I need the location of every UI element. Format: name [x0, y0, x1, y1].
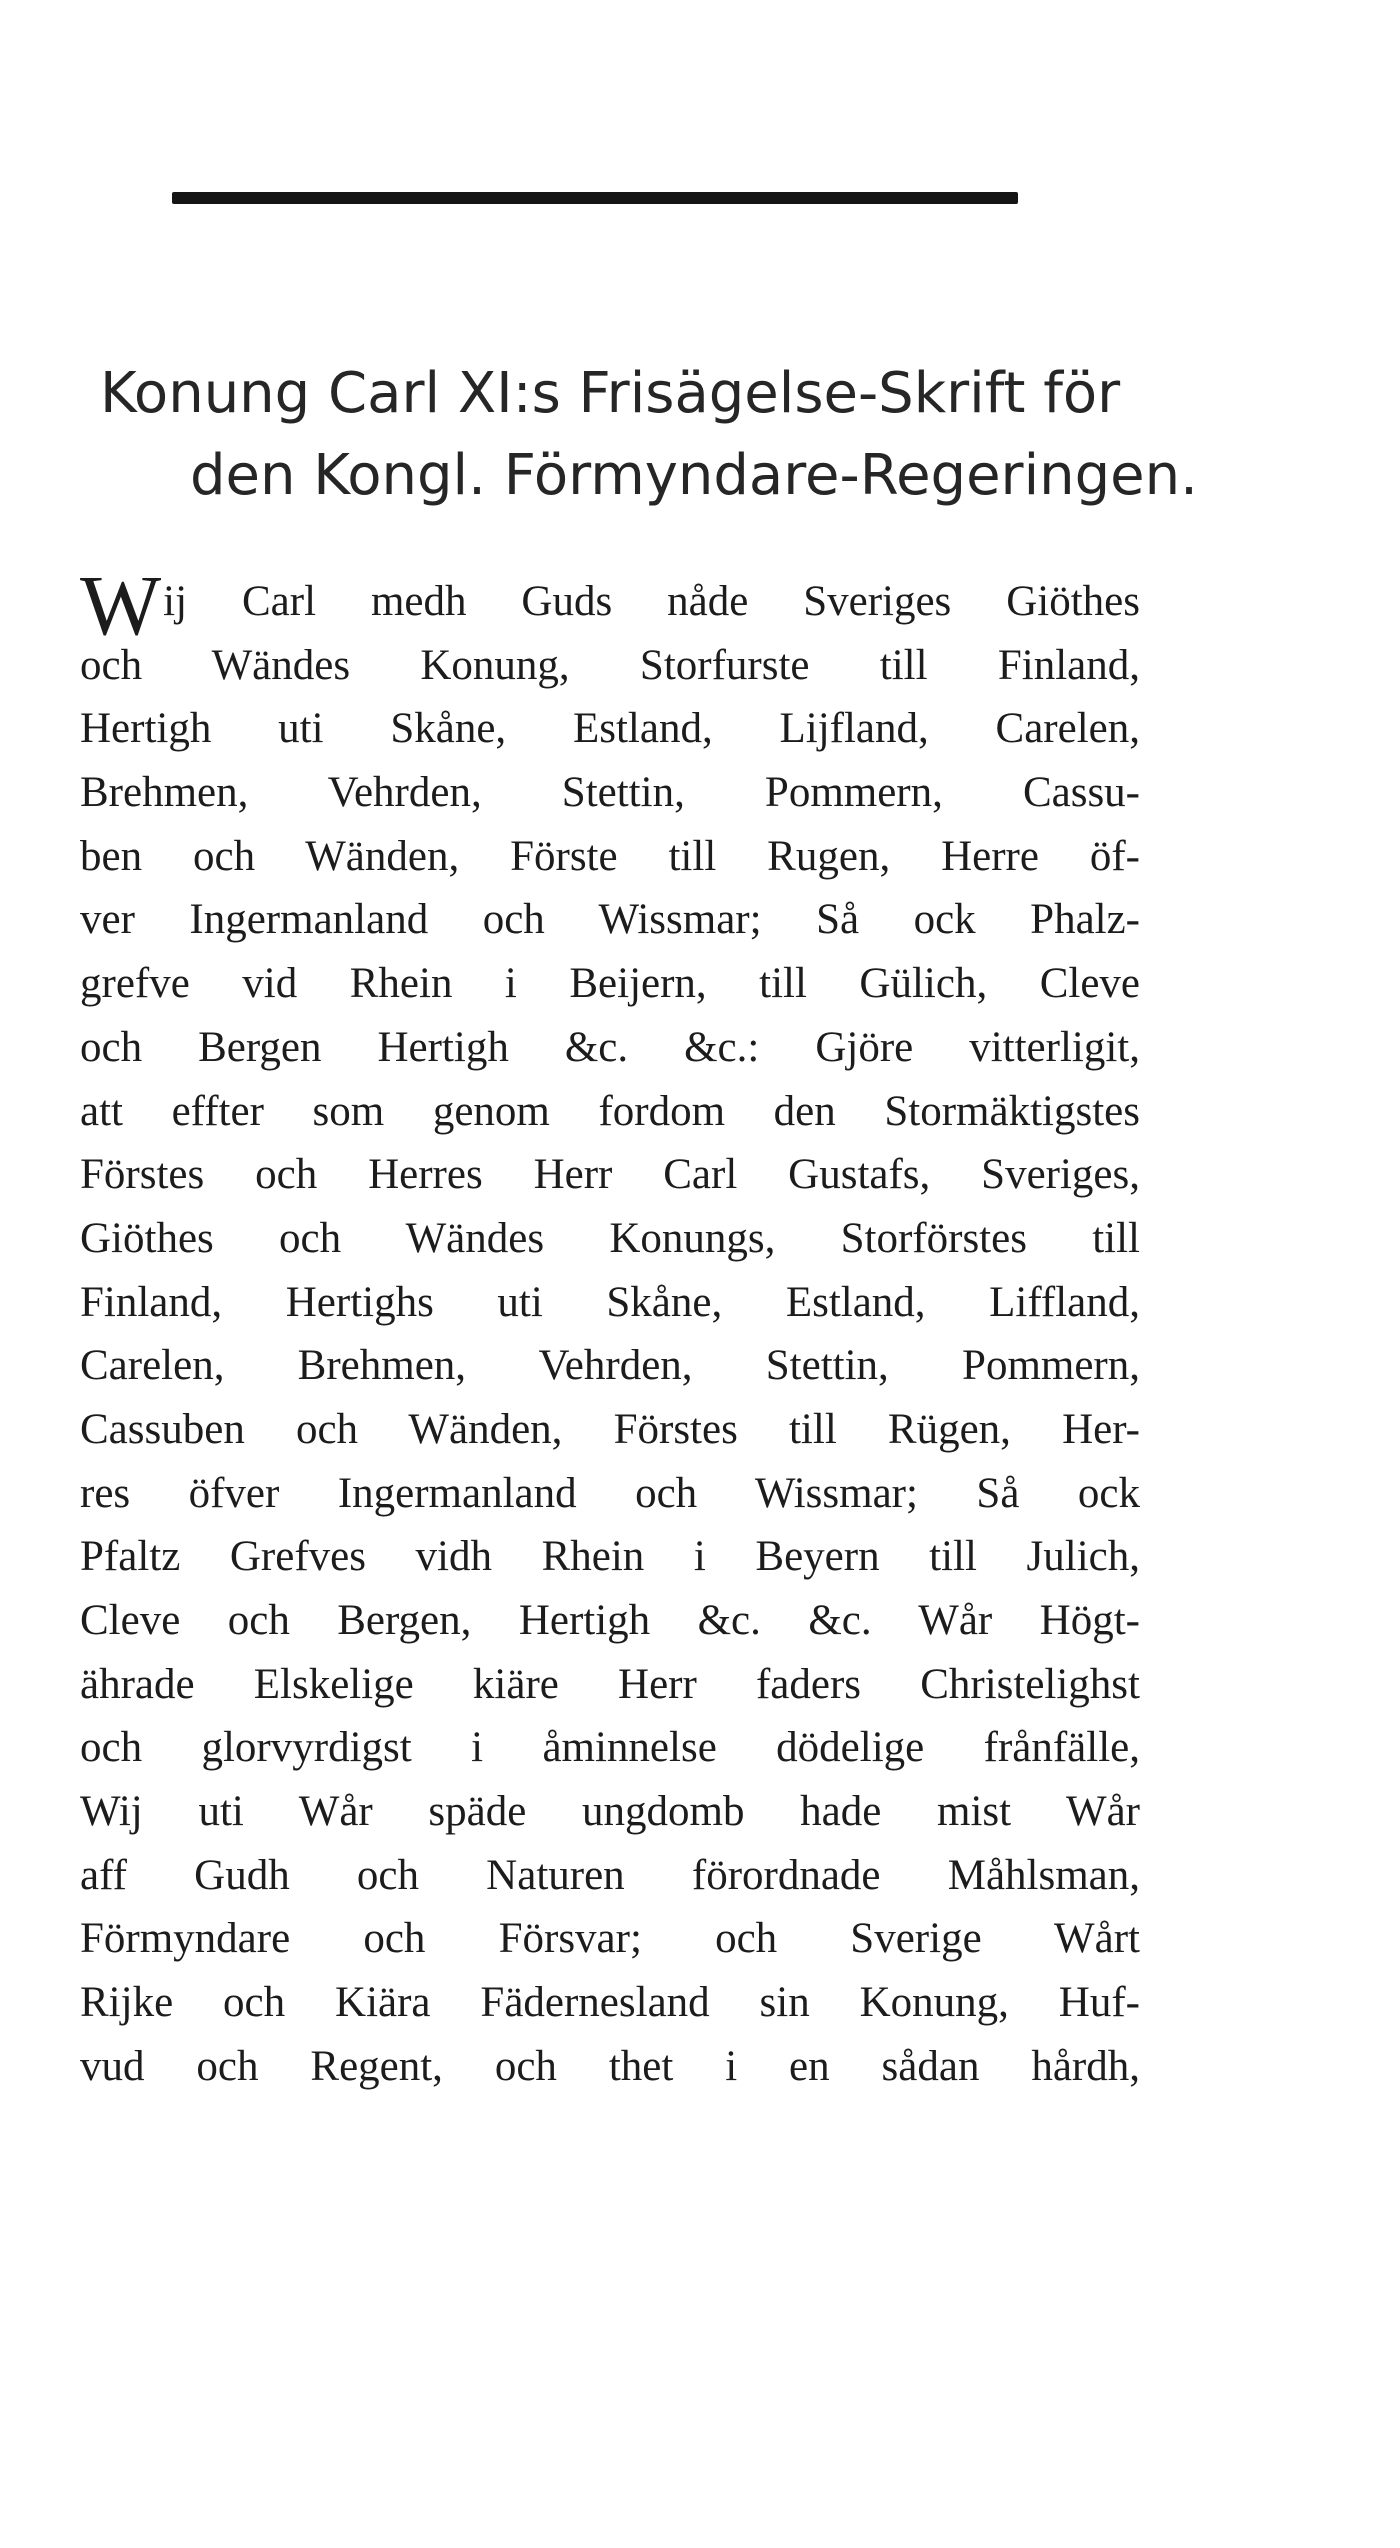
- body-line: Brehmen, Vehrden, Stettin, Pommern, Cassu-: [80, 769, 1140, 817]
- body-line: och glorvyrdigst i åminnelse dödelige frånfälle,: [80, 1724, 1140, 1772]
- body-line: att effter som genom fordom den Stormäktigstes: [80, 1087, 1140, 1135]
- body-line: och Bergen Hertigh &c. &c.: Gjöre vitterligit,: [80, 1023, 1140, 1071]
- body-line: och Wändes Konung, Storfurste till Finland,: [80, 641, 1140, 689]
- heading-line-2: den Kongl. Förmyndare-Regeringen.: [190, 443, 1198, 508]
- body-first-line: [80, 556, 1140, 653]
- body-line: Finland, Hertighs uti Skåne, Estland, Liffland,: [80, 1278, 1140, 1326]
- body-line: Hertigh uti Skåne, Estland, Lijfland, Carelen,: [80, 705, 1140, 753]
- body-line: Carelen, Brehmen, Vehrden, Stettin, Pommern,: [80, 1342, 1140, 1390]
- heading-line-1: Konung Carl XI:s Frisägelse-Skrift för: [100, 361, 1121, 426]
- body-line: ver Ingermanland och Wissmar; Så ock Phalz-: [80, 896, 1140, 944]
- body-line: Rijke och Kiära Fädernesland sin Konung, Huf-: [80, 1979, 1140, 2027]
- body-line: res öfver Ingermanland och Wissmar; Så ock: [80, 1469, 1140, 1517]
- body-line: Giöthes och Wändes Konungs, Storförstes till: [80, 1214, 1140, 1262]
- body-line: Förmyndare och Försvar; och Sverige Wårt: [80, 1915, 1140, 1963]
- body-line: Förstes och Herres Herr Carl Gustafs, Sveriges,: [80, 1151, 1140, 1199]
- body-line: ährade Elskelige kiäre Herr faders Christelighst: [80, 1660, 1140, 1708]
- body-line: Cleve och Bergen, Hertigh &c. &c. Wår Högt-: [80, 1597, 1140, 1644]
- body-line: Cassuben och Wänden, Förstes till Rügen, Her-: [80, 1405, 1140, 1453]
- body-line: ij Carl medh Guds nåde Sveriges Giöthes: [163, 577, 1140, 625]
- body-line: ben och Wänden, Förste till Rugen, Herre öf-: [80, 832, 1140, 880]
- body-line: vud och Regent, och thet i en sådan hårdh,: [80, 2042, 1140, 2090]
- body-line: grefve vid Rhein i Beijern, till Gülich, Cleve: [80, 960, 1140, 1008]
- body-text: [80, 556, 1140, 2099]
- body-line: aff Gudh och Naturen förordnade Måhlsman,: [80, 1851, 1140, 1899]
- drop-cap: W: [80, 556, 162, 653]
- header-rule: [172, 192, 1018, 204]
- body-line: Wij uti Wår späde ungdomb hade mist Wår: [80, 1788, 1140, 1836]
- body-line: Pfaltz Grefves vidh Rhein i Beyern till Julich,: [80, 1533, 1140, 1581]
